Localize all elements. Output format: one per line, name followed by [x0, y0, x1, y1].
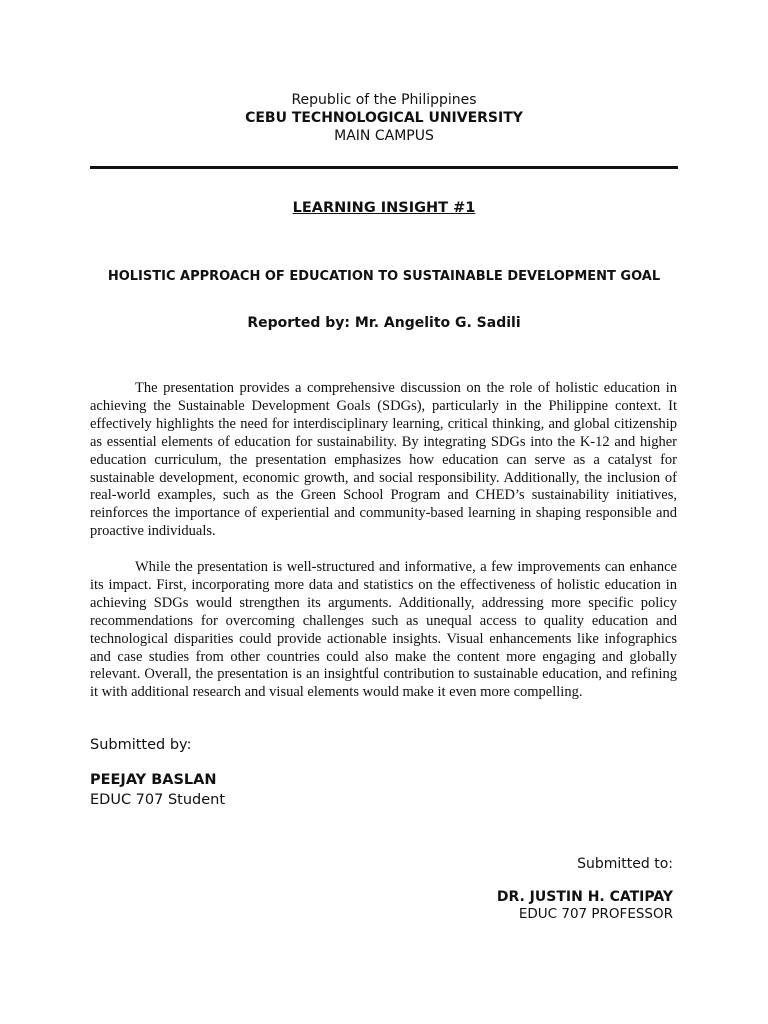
- student-name: PEEJAY BASLAN: [90, 772, 217, 788]
- student-role: EDUC 707 Student: [90, 792, 226, 808]
- header-divider: [90, 166, 678, 169]
- university-name: CEBU TECHNOLOGICAL UNIVERSITY: [245, 110, 523, 126]
- topic-title: HOLISTIC APPROACH OF EDUCATION TO SUSTAINABLE DEVELOPMENT GOAL: [107, 269, 661, 284]
- reporter-line: Reported by: Mr. Angelito G. Sadili: [247, 315, 521, 331]
- republic-line: Republic of the Philippines: [291, 92, 477, 108]
- professor-role: EDUC 707 PROFESSOR: [518, 906, 673, 922]
- campus-name: MAIN CAMPUS: [334, 128, 434, 144]
- body-paragraph-2: While the presentation is well-structured and informative, a few improvements can enhance its impact. First, incorporating more data and statistics on the effectiveness of holistic education in achieving SDGs would strengthen its arguments. Additionally, addressing more specific policy recommendations for overcoming challenges such as unequal access to quality education and technological disparities could provide actionable insights. Visual enhancements like infographics and case studies from other countries could also make the content more engaging and globally relevant. Overall, the presentation is an insightful contribution to sustainable education, and refining it with additional research and visual elements would make it even more compelling.: [90, 559, 677, 701]
- body-paragraph-1: The presentation provides a comprehensive discussion on the role of holistic education in achieving the Sustainable Development Goals (SDGs), particularly in the Philippine context. It effectively highlights the need for interdisciplinary learning, critical thinking, and global citizenship as essential elements of education for sustainability. By integrating SDGs into the K-12 and higher education curriculum, the presentation emphasizes how education can serve as a catalyst for sustainable development, economic growth, and social responsibility. Additionally, the inclusion of real-world examples, such as the Green School Program and CHED’s sustainability initiatives, reinforces the importance of experiential and community-based learning in shaping responsible and proactive individuals.: [90, 380, 677, 540]
- professor-name: DR. JUSTIN H. CATIPAY: [496, 889, 673, 905]
- submitted-by-label: Submitted by:: [90, 737, 192, 753]
- document-title: LEARNING INSIGHT #1: [292, 200, 476, 216]
- submitted-to-label: Submitted to:: [577, 856, 673, 872]
